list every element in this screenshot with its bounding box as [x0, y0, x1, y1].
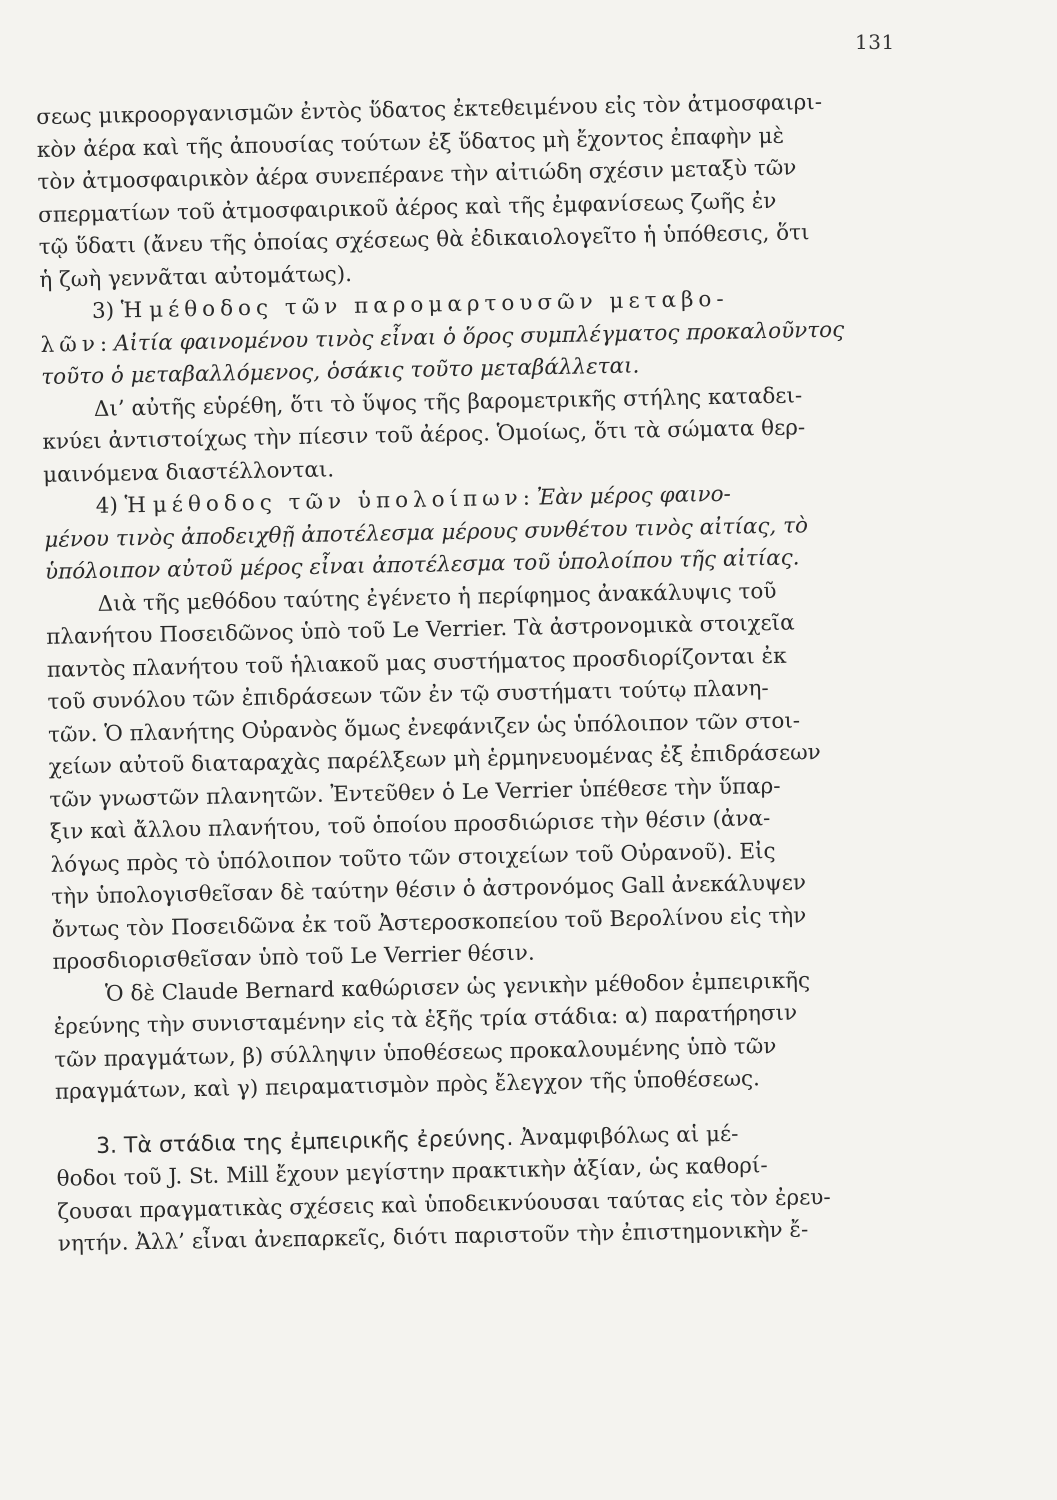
body-text	[36, 85, 943, 1261]
text-segment: προσδιορισθεῖσαν ὑπὸ τοῦ Le Verrier θέσιν.	[52, 940, 535, 975]
text-segment: τῶν πραγμάτων, β) σύλληψιν ὑποθέσεως προκαλουμένης ὑπὸ τῶν	[54, 1033, 777, 1073]
text-segment: τοῦ συνόλου τῶν ἐπιδράσεων τῶν ἐν τῷ συστήματι τούτῳ πλανη-	[47, 676, 769, 715]
text-segment: Αἰτία φαινομένου τινὸς εἶναι ὁ ὅρος συμπλέγματος προκαλοῦντος	[113, 317, 845, 357]
text-segment: μένου τινὸς ἀποδειχθῇ ἀποτέλεσμα μέρους συνθέτου τινὸς αἰτίας, τὸ	[44, 512, 809, 553]
text-segment: σεως μικροοργανισμῶν ἐντὸς ὕδατος ἐκτεθειμένου εἰς τὸν ἀτμοσφαιρι-	[36, 89, 823, 130]
text-segment: :	[99, 331, 115, 357]
text-segment: ὑπόλοιπον αὐτοῦ μέρος εἶναι ἀποτέλεσμα τοῦ ὑπολοίπου τῆς αἰτίας.	[44, 545, 800, 585]
text-segment: 4) Ἡ	[95, 492, 154, 519]
text-segment: κὸν ἀέρα καὶ τῆς ἀπουσίας τούτων ἐξ ὕδατος μὴ ἔχοντος ἐπαφὴν μὲ	[36, 123, 785, 163]
text-segment: ἡ ζωὴ γεννᾶται αὐτομάτως).	[39, 261, 353, 293]
text-segment: τὴν ὑπολογισθεῖσαν δὲ ταύτην θέσιν ὁ ἀστρονόμος Gall ἀνεκάλυψεν	[51, 870, 807, 910]
text-segment: τῶν γνωστῶν πλανητῶν. Ἐντεῦθεν ὁ Le Verrier ὑπέθεσε τὴν ὕπαρ-	[49, 773, 781, 813]
text-segment: ἐρεύνης τὴν συνισταμένην εἰς τὰ ἑξῆς τρία στάδια: α) παρατήρησιν	[53, 1000, 798, 1040]
text-segment: πραγμάτων, καὶ γ) πειραματισμὸν πρὸς ἔλεγχον τῆς ὑποθέσεως.	[54, 1066, 761, 1105]
text-segment: τὸν ἀτμοσφαιρικὸν ἀέρα συνεπέρανε τὴν αἰτιώδη σχέσιν μεταξὺ τῶν	[37, 155, 797, 195]
text-segment: ὄντως τὸν Ποσειδῶνα ἐκ τοῦ Ἀστεροσκοπείου τοῦ Βερολίνου εἰς τὴν	[51, 902, 807, 943]
text-segment: Ὁ δὲ Claude Bernard καθώρισεν ὡς γενικὴν μέθοδον ἐμπειρικῆς	[104, 967, 811, 1007]
text-segment: κνύει ἀντιστοίχως τὴν πίεσιν τοῦ ἀέρος. Ὁμοίως, ὅτι τὰ σώματα θερ-	[42, 415, 806, 455]
text-segment: νητήν. Ἀλλ’ εἶναι ἀνεπαρκεῖς, διότι παριστοῦν τὴν ἐπιστημονικὴν ἔ-	[57, 1217, 809, 1257]
text-segment: λῶν	[40, 331, 101, 358]
text-segment: τῷ ὕδατι (ἄνευ τῆς ὁποίας σχέσεως θὰ ἐδικαιολογεῖτο ἡ ὑπόθεσις, ὅτι	[38, 220, 810, 260]
text-segment: ξιν καὶ ἄλλου πλανήτου, τοῦ ὁποίου προσδιώρισε τὴν θέσιν (ἀνα-	[49, 806, 771, 845]
text-segment: λόγως πρὸς τὸ ὑπόλοιπον τοῦτο τῶν στοιχείων τοῦ Οὐρανοῦ). Εἰς	[50, 838, 776, 878]
text-segment: σπερματίων τοῦ ἀτμοσφαιρικοῦ ἀέρος καὶ τῆς ἐμφανίσεως ζωῆς ἐν	[37, 188, 777, 228]
text-segment: χείων αὐτοῦ διαταραχὰς παρέλξεων μὴ ἑρμηνευομένας ἐξ ἐπιδράσεων	[48, 740, 821, 780]
text-segment: ζουσαι πραγματικὰς σχέσεις καὶ ὑποδεικνύουσαι ταύτας εἰς τὸν ἐρευ-	[57, 1184, 831, 1225]
text-segment: Ἐὰν μέρος φαινο-	[536, 481, 732, 511]
text-segment: πλανήτου Ποσειδῶνος ὑπὸ τοῦ Le Verrier. Τὰ ἀστρονομικὰ στοιχεῖα	[46, 610, 795, 650]
text-segment: τῶν. Ὁ πλανήτης Οὐρανὸς ὅμως ἐνεφάνιζεν ὡς ὑπόλοιπον τῶν στοι-	[47, 707, 801, 748]
text-segment: μέθοδος τῶν ὑπολοίπων	[152, 485, 523, 518]
text-segment: Ἀναμφιβόλως αἱ μέ-	[513, 1121, 739, 1151]
text-segment: μέθοδος τῶν παρομαρτουσῶν μεταβο-	[148, 286, 729, 323]
text-segment: τοῦτο ὁ μεταβαλλόμενος, ὁσάκις τοῦτο μεταβάλλεται.	[41, 353, 640, 390]
text-segment: 3) Ἡ	[91, 297, 150, 324]
text-segment: παντὸς πλανήτου τοῦ ἡλιακοῦ μας συστήματος προσδιορίζονται ἐκ	[46, 643, 787, 683]
page-number: 131	[855, 30, 895, 54]
text-segment: μαινόμενα διαστέλλονται.	[42, 456, 335, 488]
text-segment: :	[522, 485, 538, 511]
text-segment: Διὰ τῆς μεθόδου ταύτης ἐγένετο ἡ περίφημος ἀνακάλυψις τοῦ	[97, 578, 777, 617]
text-segment: θοδοι τοῦ J. St. Mill ἔχουν μεγίστην πρακτικὴν ἀξίαν, ὡς καθορί-	[56, 1153, 768, 1192]
section-heading: 3. Τὰ στάδια της ἐμπειρικῆς ἐρεύνης.	[95, 1125, 514, 1159]
text-segment: Δι’ αὐτῆς εὑρέθη, ὅτι τὸ ὕψος τῆς βαρομετρικῆς στήλης καταδει-	[93, 382, 803, 422]
